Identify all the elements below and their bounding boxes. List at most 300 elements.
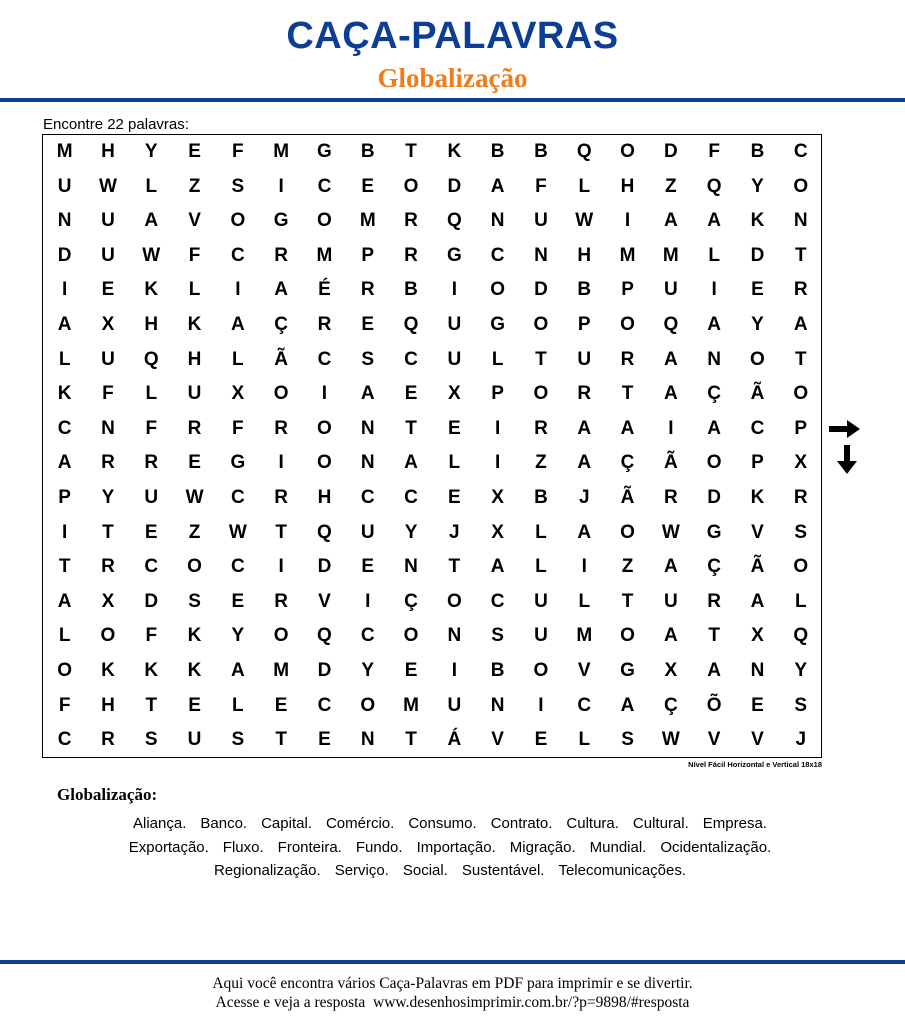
- grid-cell[interactable]: L: [578, 590, 591, 612]
- grid-cell[interactable]: A: [663, 383, 678, 405]
- grid-cell[interactable]: C: [490, 590, 505, 612]
- grid-cell[interactable]: X: [751, 625, 764, 647]
- grid-cell[interactable]: O: [230, 210, 246, 232]
- grid-cell[interactable]: A: [230, 660, 245, 681]
- grid-cell[interactable]: O: [793, 383, 809, 405]
- grid-cell[interactable]: F: [102, 383, 114, 405]
- grid-cell[interactable]: W: [185, 487, 204, 508]
- grid-cell[interactable]: X: [101, 314, 115, 335]
- grid-cell[interactable]: E: [231, 590, 245, 612]
- grid-cell[interactable]: P: [491, 383, 504, 405]
- grid-cell[interactable]: B: [404, 279, 418, 301]
- grid-cell[interactable]: C: [490, 244, 505, 266]
- grid-cell[interactable]: X: [231, 383, 245, 405]
- grid-cell[interactable]: N: [360, 417, 375, 439]
- grid-cell[interactable]: I: [495, 417, 501, 439]
- grid-cell[interactable]: U: [447, 694, 462, 716]
- grid-cell[interactable]: A: [663, 348, 678, 370]
- grid-cell[interactable]: E: [751, 279, 764, 301]
- grid-cell[interactable]: H: [317, 487, 332, 508]
- grid-cell[interactable]: W: [98, 175, 117, 197]
- grid-cell[interactable]: R: [404, 244, 418, 266]
- grid-cell[interactable]: A: [620, 694, 635, 716]
- grid-cell[interactable]: S: [188, 590, 201, 612]
- grid-cell[interactable]: I: [278, 556, 284, 578]
- grid-cell[interactable]: B: [577, 279, 592, 301]
- grid-cell[interactable]: S: [794, 521, 808, 543]
- grid-cell[interactable]: O: [273, 625, 289, 647]
- grid-cell[interactable]: L: [535, 521, 547, 543]
- grid-cell[interactable]: O: [100, 625, 116, 647]
- grid-cell[interactable]: R: [707, 590, 722, 612]
- grid-cell[interactable]: R: [274, 244, 289, 266]
- grid-cell[interactable]: B: [534, 141, 548, 162]
- grid-cell[interactable]: S: [231, 729, 245, 751]
- grid-cell[interactable]: K: [750, 487, 765, 508]
- grid-cell[interactable]: Y: [231, 625, 245, 647]
- grid-cell[interactable]: V: [577, 660, 591, 681]
- grid-cell[interactable]: G: [230, 452, 246, 474]
- grid-cell[interactable]: C: [317, 694, 332, 716]
- grid-cell[interactable]: L: [145, 383, 158, 405]
- grid-cell[interactable]: J: [578, 487, 590, 508]
- grid-cell[interactable]: R: [317, 314, 332, 335]
- grid-cell[interactable]: L: [58, 625, 71, 647]
- grid-cell[interactable]: C: [360, 625, 375, 647]
- grid-cell[interactable]: K: [144, 660, 159, 681]
- grid-cell[interactable]: C: [57, 729, 72, 751]
- grid-cell[interactable]: G: [446, 244, 462, 266]
- grid-cell[interactable]: N: [490, 210, 505, 232]
- grid-cell[interactable]: G: [490, 314, 506, 335]
- grid-cell[interactable]: C: [360, 487, 375, 508]
- grid-cell[interactable]: G: [620, 660, 635, 681]
- grid-cell[interactable]: I: [581, 556, 587, 578]
- grid-cell[interactable]: R: [663, 487, 678, 508]
- grid-cell[interactable]: E: [101, 279, 115, 301]
- grid-cell[interactable]: E: [144, 521, 158, 543]
- grid-cell[interactable]: C: [750, 417, 765, 439]
- grid-cell[interactable]: C: [404, 348, 418, 370]
- grid-cell[interactable]: Ã: [750, 383, 765, 405]
- grid-cell[interactable]: B: [490, 660, 505, 681]
- grid-cell[interactable]: Ã: [663, 452, 678, 474]
- grid-cell[interactable]: K: [447, 141, 462, 162]
- grid-cell[interactable]: A: [577, 521, 592, 543]
- grid-cell[interactable]: T: [535, 348, 547, 370]
- grid-cell[interactable]: Z: [535, 452, 547, 474]
- grid-cell[interactable]: U: [447, 314, 462, 335]
- grid-cell[interactable]: T: [405, 729, 417, 751]
- grid-cell[interactable]: E: [751, 694, 764, 716]
- grid-cell[interactable]: P: [751, 452, 764, 474]
- grid-cell[interactable]: Ã: [274, 348, 289, 370]
- grid-cell[interactable]: X: [491, 521, 504, 543]
- grid-cell[interactable]: R: [534, 417, 548, 439]
- grid-cell[interactable]: M: [359, 210, 376, 232]
- grid-cell[interactable]: O: [620, 625, 635, 647]
- grid-cell[interactable]: T: [275, 729, 287, 751]
- grid-cell[interactable]: U: [534, 590, 548, 612]
- grid-cell[interactable]: R: [101, 452, 115, 474]
- grid-cell[interactable]: U: [534, 625, 548, 647]
- grid-cell[interactable]: O: [620, 521, 635, 543]
- grid-cell[interactable]: W: [575, 210, 594, 232]
- grid-cell[interactable]: H: [101, 694, 115, 716]
- grid-cell[interactable]: S: [144, 729, 158, 751]
- grid-cell[interactable]: Ç: [620, 452, 635, 474]
- grid-cell[interactable]: A: [490, 175, 505, 197]
- grid-cell[interactable]: K: [187, 625, 202, 647]
- grid-cell[interactable]: X: [491, 487, 504, 508]
- grid-cell[interactable]: O: [403, 175, 419, 197]
- grid-cell[interactable]: C: [404, 487, 418, 508]
- grid-cell[interactable]: I: [278, 452, 284, 474]
- grid-cell[interactable]: N: [101, 417, 115, 439]
- grid-cell[interactable]: R: [620, 348, 635, 370]
- grid-cell[interactable]: W: [228, 521, 247, 543]
- grid-cell[interactable]: K: [144, 279, 159, 301]
- grid-cell[interactable]: G: [273, 210, 289, 232]
- grid-cell[interactable]: O: [187, 556, 202, 578]
- grid-cell[interactable]: I: [62, 279, 68, 301]
- grid-cell[interactable]: T: [621, 590, 634, 612]
- grid-cell[interactable]: S: [361, 348, 375, 370]
- grid-cell[interactable]: U: [101, 348, 115, 370]
- grid-cell[interactable]: E: [188, 141, 201, 162]
- grid-cell[interactable]: W: [142, 244, 161, 266]
- grid-cell[interactable]: C: [317, 348, 332, 370]
- grid-cell[interactable]: F: [232, 417, 244, 439]
- grid-cell[interactable]: T: [58, 556, 71, 578]
- grid-cell[interactable]: P: [577, 314, 591, 335]
- grid-cell[interactable]: L: [491, 348, 504, 370]
- grid-cell[interactable]: Q: [446, 210, 462, 232]
- grid-cell[interactable]: O: [620, 314, 635, 335]
- grid-cell[interactable]: E: [274, 694, 288, 716]
- grid-cell[interactable]: B: [534, 487, 548, 508]
- grid-cell[interactable]: N: [707, 348, 722, 370]
- grid-cell[interactable]: S: [491, 625, 504, 647]
- grid-cell[interactable]: O: [793, 175, 809, 197]
- grid-cell[interactable]: H: [101, 141, 115, 162]
- grid-cell[interactable]: T: [405, 417, 417, 439]
- grid-cell[interactable]: A: [707, 210, 722, 232]
- grid-cell[interactable]: O: [533, 314, 549, 335]
- grid-cell[interactable]: C: [230, 556, 245, 578]
- grid-cell[interactable]: B: [750, 141, 765, 162]
- grid-cell[interactable]: O: [490, 279, 506, 301]
- grid-cell[interactable]: F: [145, 625, 158, 647]
- grid-cell[interactable]: T: [145, 694, 158, 716]
- grid-cell[interactable]: A: [707, 417, 722, 439]
- grid-cell[interactable]: C: [57, 417, 72, 439]
- grid-cell[interactable]: E: [188, 452, 201, 474]
- grid-cell[interactable]: U: [187, 729, 202, 751]
- grid-cell[interactable]: I: [451, 660, 457, 681]
- grid-cell[interactable]: I: [668, 417, 674, 439]
- grid-cell[interactable]: R: [793, 487, 808, 508]
- grid-cell[interactable]: A: [144, 210, 159, 232]
- grid-cell[interactable]: T: [794, 348, 807, 370]
- grid-cell[interactable]: U: [663, 590, 678, 612]
- grid-cell[interactable]: O: [273, 383, 289, 405]
- grid-cell[interactable]: R: [101, 729, 115, 751]
- grid-cell[interactable]: T: [275, 521, 287, 543]
- grid-cell[interactable]: V: [751, 521, 764, 543]
- grid-cell[interactable]: K: [187, 660, 202, 681]
- grid-cell[interactable]: H: [620, 175, 635, 197]
- grid-cell[interactable]: E: [404, 660, 418, 681]
- grid-cell[interactable]: V: [751, 729, 764, 751]
- grid-cell[interactable]: Y: [751, 175, 764, 197]
- grid-cell[interactable]: C: [144, 556, 159, 578]
- grid-cell[interactable]: O: [750, 348, 765, 370]
- grid-cell[interactable]: N: [534, 244, 548, 266]
- grid-cell[interactable]: D: [447, 175, 462, 197]
- grid-cell[interactable]: X: [447, 383, 461, 405]
- grid-cell[interactable]: E: [447, 417, 461, 439]
- grid-cell[interactable]: A: [490, 556, 505, 578]
- grid-cell[interactable]: M: [403, 694, 419, 716]
- grid-cell[interactable]: A: [274, 279, 289, 301]
- grid-cell[interactable]: Z: [665, 175, 677, 197]
- grid-cell[interactable]: U: [663, 279, 678, 301]
- grid-cell[interactable]: I: [365, 590, 371, 612]
- grid-cell[interactable]: M: [316, 244, 333, 266]
- grid-cell[interactable]: F: [58, 694, 71, 716]
- grid-cell[interactable]: U: [57, 175, 72, 197]
- grid-cell[interactable]: R: [144, 452, 159, 474]
- grid-cell[interactable]: R: [577, 383, 592, 405]
- grid-cell[interactable]: N: [360, 729, 375, 751]
- grid-cell[interactable]: F: [535, 175, 547, 197]
- grid-cell[interactable]: C: [317, 175, 332, 197]
- grid-cell[interactable]: R: [274, 590, 289, 612]
- grid-cell[interactable]: H: [577, 244, 592, 266]
- grid-cell[interactable]: A: [620, 417, 635, 439]
- grid-cell[interactable]: T: [448, 556, 461, 578]
- grid-cell[interactable]: Z: [188, 175, 201, 197]
- grid-cell[interactable]: U: [187, 383, 202, 405]
- grid-cell[interactable]: K: [750, 210, 765, 232]
- grid-cell[interactable]: M: [273, 141, 290, 162]
- grid-cell[interactable]: R: [274, 487, 289, 508]
- grid-cell[interactable]: L: [448, 452, 461, 474]
- grid-cell[interactable]: X: [794, 452, 808, 474]
- grid-cell[interactable]: Ã: [750, 556, 765, 578]
- grid-cell[interactable]: R: [404, 210, 418, 232]
- grid-cell[interactable]: D: [750, 244, 765, 266]
- grid-cell[interactable]: N: [57, 210, 72, 232]
- grid-cell[interactable]: Q: [706, 175, 722, 197]
- grid-cell[interactable]: P: [621, 279, 634, 301]
- grid-cell[interactable]: I: [495, 452, 501, 474]
- grid-cell[interactable]: D: [57, 244, 72, 266]
- grid-cell[interactable]: U: [447, 348, 462, 370]
- grid-cell[interactable]: D: [144, 590, 159, 612]
- grid-cell[interactable]: A: [57, 590, 72, 612]
- grid-cell[interactable]: T: [621, 383, 634, 405]
- grid-cell[interactable]: P: [794, 417, 808, 439]
- grid-cell[interactable]: T: [102, 521, 114, 543]
- grid-cell[interactable]: L: [232, 348, 244, 370]
- grid-cell[interactable]: E: [361, 556, 375, 578]
- grid-cell[interactable]: N: [360, 452, 375, 474]
- grid-cell[interactable]: L: [58, 348, 71, 370]
- grid-cell[interactable]: F: [232, 141, 244, 162]
- grid-cell[interactable]: R: [101, 556, 115, 578]
- grid-cell[interactable]: O: [57, 660, 73, 681]
- grid-cell[interactable]: A: [577, 452, 592, 474]
- grid-cell[interactable]: V: [318, 590, 331, 612]
- grid-cell[interactable]: L: [145, 175, 158, 197]
- grid-cell[interactable]: L: [232, 694, 244, 716]
- grid-cell[interactable]: O: [446, 590, 462, 612]
- grid-cell[interactable]: O: [360, 694, 376, 716]
- grid-cell[interactable]: O: [620, 141, 635, 162]
- grid-cell[interactable]: N: [793, 210, 808, 232]
- grid-cell[interactable]: U: [534, 210, 548, 232]
- grid-cell[interactable]: Á: [447, 729, 462, 751]
- grid-cell[interactable]: U: [360, 521, 375, 543]
- grid-cell[interactable]: Q: [143, 348, 159, 370]
- grid-cell[interactable]: O: [317, 452, 332, 474]
- grid-cell[interactable]: Q: [403, 314, 419, 335]
- grid-cell[interactable]: Ç: [707, 383, 722, 405]
- grid-cell[interactable]: G: [706, 521, 722, 543]
- grid-cell[interactable]: A: [663, 625, 678, 647]
- grid-cell[interactable]: C: [230, 244, 245, 266]
- grid-cell[interactable]: F: [188, 244, 201, 266]
- grid-cell[interactable]: E: [188, 694, 201, 716]
- grid-cell[interactable]: M: [56, 141, 73, 162]
- grid-cell[interactable]: T: [708, 625, 720, 647]
- grid-cell[interactable]: P: [58, 487, 71, 508]
- grid-cell[interactable]: Y: [404, 521, 418, 543]
- grid-cell[interactable]: N: [750, 660, 765, 681]
- grid-cell[interactable]: L: [794, 590, 807, 612]
- grid-cell[interactable]: A: [663, 210, 678, 232]
- grid-cell[interactable]: J: [795, 729, 807, 751]
- grid-cell[interactable]: I: [624, 210, 631, 232]
- grid-cell[interactable]: K: [187, 314, 202, 335]
- grid-cell[interactable]: N: [490, 694, 505, 716]
- grid-cell[interactable]: O: [793, 556, 809, 578]
- grid-cell[interactable]: W: [661, 729, 680, 751]
- grid-cell[interactable]: W: [661, 521, 680, 543]
- grid-cell[interactable]: S: [794, 694, 808, 716]
- grid-cell[interactable]: A: [230, 314, 245, 335]
- grid-cell[interactable]: Ç: [707, 556, 722, 578]
- grid-cell[interactable]: H: [187, 348, 202, 370]
- grid-cell[interactable]: E: [361, 314, 375, 335]
- grid-cell[interactable]: L: [578, 729, 591, 751]
- grid-cell[interactable]: L: [535, 556, 547, 578]
- grid-cell[interactable]: O: [706, 452, 722, 474]
- grid-cell[interactable]: O: [533, 660, 549, 681]
- grid-cell[interactable]: Q: [317, 625, 332, 647]
- grid-cell[interactable]: D: [663, 141, 678, 162]
- grid-cell[interactable]: E: [318, 729, 331, 751]
- grid-cell[interactable]: Q: [663, 314, 679, 335]
- grid-cell[interactable]: Ã: [620, 487, 635, 508]
- grid-cell[interactable]: V: [491, 729, 504, 751]
- grid-cell[interactable]: X: [664, 660, 678, 681]
- grid-cell[interactable]: H: [144, 314, 159, 335]
- grid-cell[interactable]: A: [404, 452, 418, 474]
- grid-cell[interactable]: P: [361, 244, 375, 266]
- grid-cell[interactable]: L: [188, 279, 201, 301]
- grid-cell[interactable]: I: [278, 175, 284, 197]
- grid-cell[interactable]: N: [447, 625, 462, 647]
- grid-cell[interactable]: Ç: [404, 590, 418, 612]
- grid-cell[interactable]: F: [145, 417, 158, 439]
- grid-cell[interactable]: Y: [144, 141, 158, 162]
- grid-cell[interactable]: I: [711, 279, 717, 301]
- grid-cell[interactable]: É: [318, 279, 331, 301]
- grid-cell[interactable]: D: [707, 487, 722, 508]
- grid-cell[interactable]: R: [187, 417, 202, 439]
- grid-cell[interactable]: Z: [621, 556, 634, 578]
- grid-cell[interactable]: Y: [361, 660, 375, 681]
- grid-cell[interactable]: B: [360, 141, 375, 162]
- grid-cell[interactable]: U: [144, 487, 159, 508]
- grid-cell[interactable]: N: [404, 556, 418, 578]
- grid-cell[interactable]: Ç: [663, 694, 678, 716]
- grid-cell[interactable]: A: [57, 314, 72, 335]
- grid-cell[interactable]: M: [576, 625, 593, 647]
- grid-cell[interactable]: I: [321, 383, 328, 405]
- grid-cell[interactable]: X: [101, 590, 115, 612]
- grid-cell[interactable]: V: [707, 729, 721, 751]
- grid-cell[interactable]: E: [534, 729, 548, 751]
- grid-cell[interactable]: E: [361, 175, 375, 197]
- grid-cell[interactable]: I: [235, 279, 241, 301]
- grid-cell[interactable]: C: [230, 487, 245, 508]
- grid-cell[interactable]: Z: [188, 521, 201, 543]
- grid-cell[interactable]: A: [707, 660, 722, 681]
- grid-cell[interactable]: I: [538, 694, 544, 716]
- grid-cell[interactable]: L: [578, 175, 591, 197]
- grid-cell[interactable]: R: [360, 279, 375, 301]
- grid-cell[interactable]: A: [360, 383, 375, 405]
- grid-cell[interactable]: U: [101, 244, 115, 266]
- grid-cell[interactable]: I: [451, 279, 457, 301]
- grid-cell[interactable]: M: [662, 244, 679, 266]
- grid-cell[interactable]: O: [533, 383, 549, 405]
- grid-cell[interactable]: O: [317, 417, 332, 439]
- grid-cell[interactable]: C: [577, 694, 592, 716]
- grid-cell[interactable]: U: [577, 348, 592, 370]
- grid-cell[interactable]: M: [273, 660, 290, 681]
- grid-cell[interactable]: E: [447, 487, 461, 508]
- grid-cell[interactable]: D: [317, 556, 332, 578]
- grid-cell[interactable]: A: [57, 452, 72, 474]
- grid-cell[interactable]: F: [708, 141, 720, 162]
- grid-cell[interactable]: K: [57, 383, 72, 405]
- grid-cell[interactable]: L: [708, 244, 720, 266]
- grid-cell[interactable]: V: [188, 210, 201, 232]
- grid-cell[interactable]: A: [793, 314, 808, 335]
- grid-cell[interactable]: A: [577, 417, 592, 439]
- grid-cell[interactable]: Õ: [706, 694, 722, 716]
- grid-cell[interactable]: O: [403, 625, 419, 647]
- grid-cell[interactable]: D: [317, 660, 332, 681]
- grid-cell[interactable]: Y: [101, 487, 115, 508]
- grid-cell[interactable]: B: [490, 141, 505, 162]
- grid-cell[interactable]: Q: [793, 625, 809, 647]
